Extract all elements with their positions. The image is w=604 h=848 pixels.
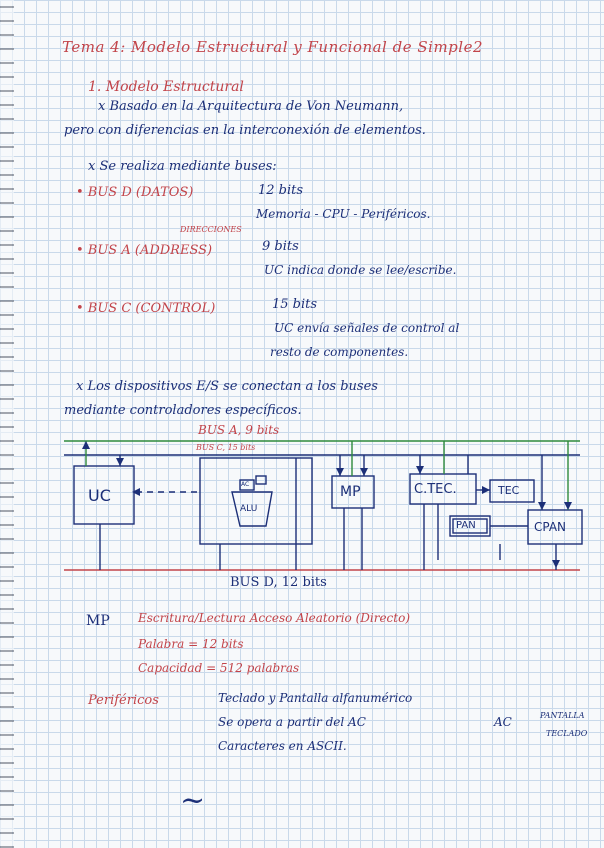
perifericos-item-1: Teclado y Pantalla alfanumérico [218, 691, 413, 705]
perifericos-side-pantalla: PANTALLA [540, 711, 585, 720]
bus-c-diagram-label: BUS C, 15 bits [196, 443, 256, 452]
tec-box: TEC [498, 484, 520, 497]
bus-a-label: • BUS A (ADDRESS) [76, 243, 213, 258]
mp-box: MP [340, 484, 361, 500]
ctec-box: C.TEC. [414, 482, 457, 497]
bus-d-bits: 12 bits [258, 183, 304, 198]
io-line-1: x Los dispositivos E/S se conectan a los buses [76, 379, 378, 394]
perifericos-label: Periféricos [88, 693, 159, 708]
bus-c-bits: 15 bits [272, 297, 318, 312]
alu-box: ALU [240, 504, 258, 514]
page-title: Tema 4: Modelo Estructural y Funcional de Simple2 [62, 38, 483, 56]
mp-label: MP [86, 613, 110, 629]
bus-a-detail: UC indica donde se lee/escribe. [264, 263, 457, 277]
perifericos-item-2: Se opera a partir del AC [218, 715, 366, 729]
buses-intro: x Se realiza mediante buses: [88, 159, 277, 174]
ac-register: AC [241, 481, 250, 488]
bus-a-bits: 9 bits [262, 239, 299, 254]
bus-c-detail-1: UC envía señales de control al [274, 321, 460, 335]
perifericos-side-ac: AC [494, 715, 512, 729]
perifericos-side-teclado: TECLADO [546, 729, 588, 738]
pan-box: PAN [456, 520, 476, 531]
footer-squiggle: ~ [180, 783, 206, 818]
bus-c-detail-2: resto de componentes. [270, 345, 409, 359]
mp-item-2: Palabra = 12 bits [138, 637, 244, 651]
bus-d-label: • BUS D (DATOS) [76, 185, 194, 200]
bus-a-diagram-label: BUS A, 9 bits [198, 423, 280, 437]
mp-item-3: Capacidad = 512 palabras [138, 661, 300, 675]
bus-d-detail: Memoria - CPU - Periféricos. [256, 207, 431, 221]
bus-d-diagram-label: BUS D, 12 bits [230, 575, 327, 590]
cpan-box: CPAN [534, 520, 567, 534]
intro-line-2: pero con diferencias en la interconexión de elementos. [64, 123, 426, 138]
io-line-2: mediante controladores específicos. [64, 403, 302, 418]
section-title: 1. Modelo Estructural [88, 79, 244, 95]
mp-item-1: Escritura/Lectura Acceso Aleatorio (Directo) [138, 611, 410, 625]
bus-c-label: • BUS C (CONTROL) [76, 301, 216, 316]
uc-box: UC [88, 486, 111, 505]
intro-line-1: x Basado en la Arquitectura de Von Neumann, [98, 99, 404, 114]
bus-a-note: DIRECCIONES [180, 225, 242, 234]
perifericos-item-3: Caracteres en ASCII. [218, 739, 347, 753]
